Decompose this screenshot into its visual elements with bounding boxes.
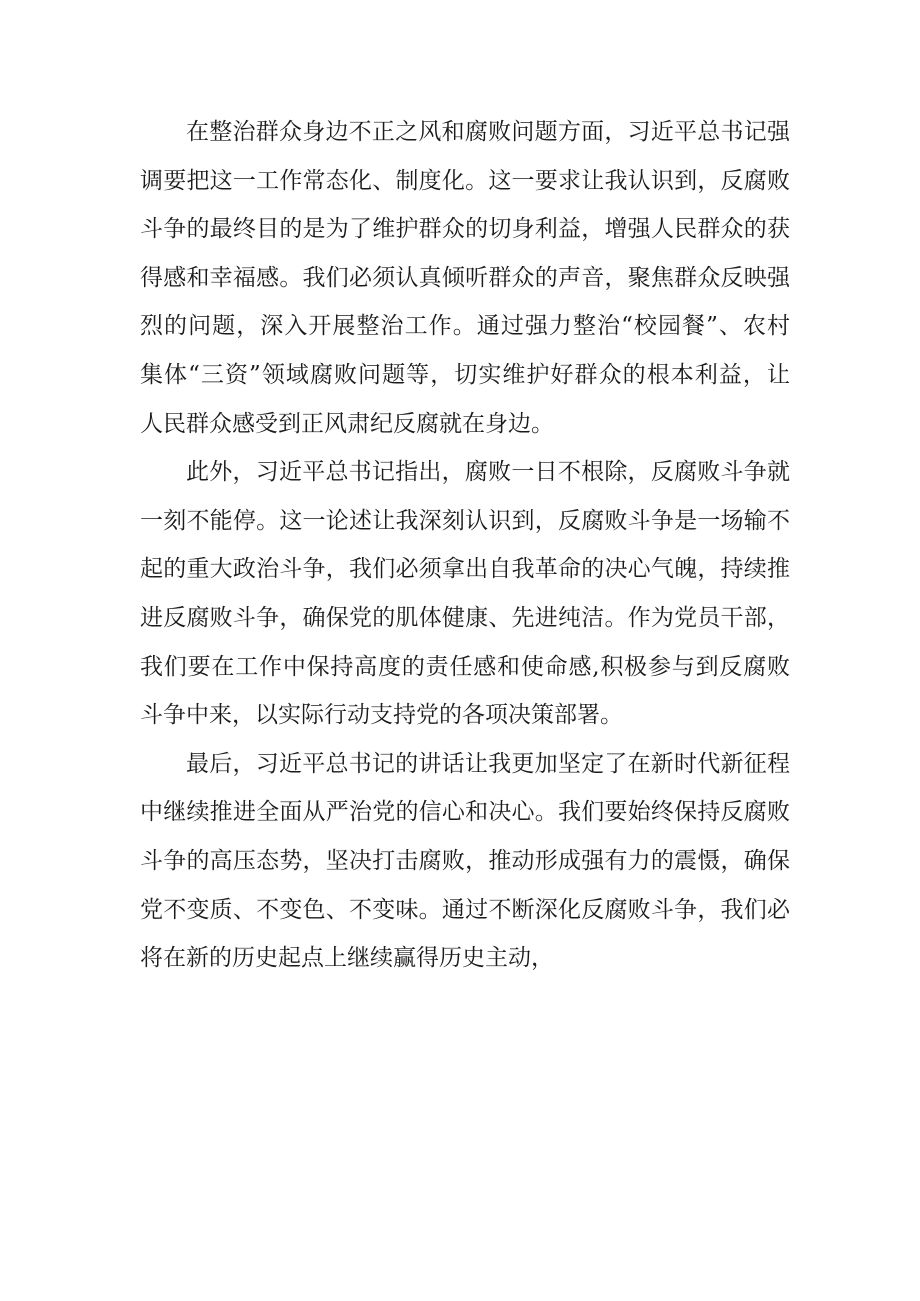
text-line: 在整治群众身边不正之风和腐败问题方面，习近平总书记强 [186, 119, 790, 145]
text-line: 起的重大政治斗争，我们必须拿出自我革命的决心气魄，持续推 [140, 556, 790, 583]
text-line: 最后，习近平总书记的讲话让我更加坚定了在新时代新征程 [186, 750, 790, 777]
text-line: 斗争的最终目的是为了维护群众的切身利益，增强人民群众的获 [140, 216, 790, 243]
document-body [140, 108, 790, 983]
text-line: 人民群众感受到正风肃纪反腐就在身边。 [140, 410, 554, 437]
text-line: 斗争中来，以实际行动支持党的各项决策部署。 [140, 702, 623, 729]
paragraph-1 [140, 108, 790, 448]
text-line: 一刻不能停。这一论述让我深刻认识到，反腐败斗争是一场输不 [140, 507, 790, 534]
text-line: 斗争的高压态势，坚决打击腐败，推动形成强有力的震慑，确保 [140, 847, 790, 874]
paragraph-3 [140, 740, 790, 983]
paragraph-2 [140, 448, 790, 740]
text-line: 将在新的历史起点上继续赢得历史主动， [140, 945, 554, 972]
text-line: 得感和幸福感。我们必须认真倾听群众的声音，聚焦群众反映强 [140, 264, 790, 291]
text-line: 集体“三资”领域腐败问题等，切实维护好群众的根本利益，让 [140, 361, 790, 388]
text-line: 此外，习近平总书记指出，腐败一日不根除，反腐败斗争就 [186, 459, 790, 486]
text-line: 党不变质、不变色、不变味。通过不断深化反腐败斗争，我们必 [140, 896, 790, 923]
text-line: 我们要在工作中保持高度的责任感和使命感,积极参与到反腐败 [140, 653, 790, 680]
text-line: 进反腐败斗争，确保党的肌体健康、先进纯洁。作为党员干部， [140, 604, 790, 631]
text-line: 烈的问题，深入开展整治工作。通过强力整治“校园餐”、农村 [140, 313, 790, 340]
text-line: 中继续推进全面从严治党的信心和决心。我们要始终保持反腐败 [140, 799, 790, 826]
text-line: 调要把这一工作常态化、制度化。这一要求让我认识到，反腐败 [140, 167, 790, 194]
